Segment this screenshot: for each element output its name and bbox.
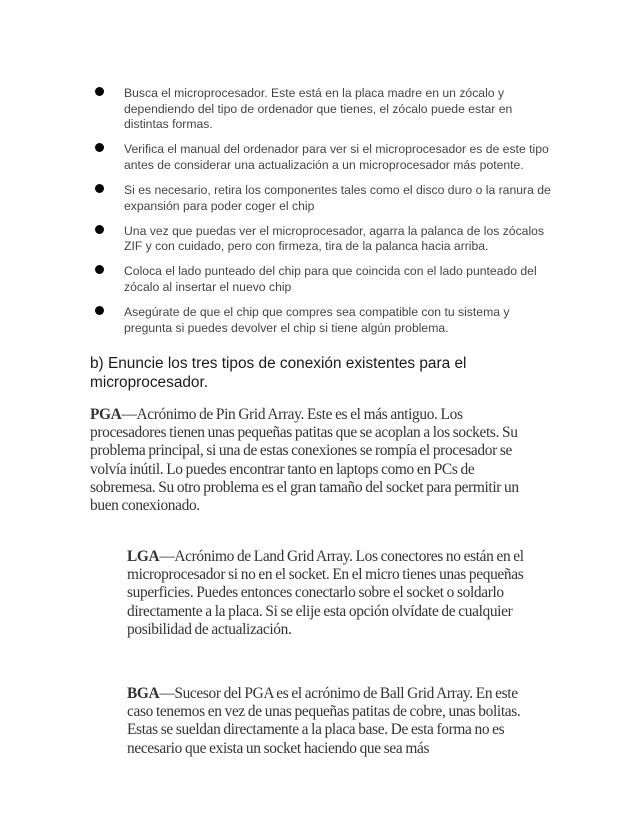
pga-text: —Acrónimo de Pin Grid Array. Este es el más antiguo. Los procesadores tienen unas pequeñas patitas que se acoplan a los sockets. Su problema principal, si una de estas conexiones se rompía el procesador se volvía inútil. Lo puedes encontrar tanto en laptops como en PCs de sobremesa. Su otro problema es el gran tamaño del socket para permitir un buen conexionado.: [90, 406, 519, 515]
bullet-icon: [95, 143, 104, 152]
list-item-text: Si es necesario, retira los componentes tales como el disco duro o la ranura de expansión para poder coger el chip: [124, 182, 551, 213]
list-item-text: Verifica el manual del ordenador para ver si el microprocesador es de este tipo antes de considerar una actualización a un microprocesador más potente.: [124, 142, 549, 172]
lga-text: —Acrónimo de Land Grid Array. Los conectores no están en el microprocesador si no en el socket. En el micro tienes unas pequeñas superficies. Puedes entonces conectarlo sobre el socket o soldarlo directamente a la placa. Si se elije esta opción olvídate de cualquier posibilidad de actualización.: [127, 548, 524, 638]
list-item: [90, 264, 560, 295]
question-heading: b) Enuncie los tres tipos de conexión existentes para el microprocesador.: [90, 355, 467, 391]
list-item: [90, 142, 560, 173]
list-item-text: Una vez que puedas ver el microprocesador, agarra la palanca de los zócalos ZIF y con cuidado, pero con firmeza, tira de la palanca hacia arriba.: [124, 223, 545, 254]
pga-term: PGA: [90, 406, 122, 423]
lga-term: LGA: [127, 548, 160, 565]
bga-paragraph: [127, 685, 537, 758]
list-item: [90, 86, 560, 133]
bga-text: —Sucesor del PGA es el acrónimo de Ball Grid Array. En este caso tenemos en vez de unas pequeñas patitas de cobre, unas bolitas. Estas se sueldan directamente a la placa base. De esta forma no es necesario que exista un socket haciendo que sea más: [127, 685, 521, 757]
bullet-icon: [95, 265, 104, 274]
bullet-icon: [95, 184, 104, 193]
bullet-icon: [95, 225, 104, 234]
instruction-list: [90, 86, 560, 346]
bullet-icon: [95, 306, 104, 315]
list-item-text: Asegúrate de que el chip que compres sea compatible con tu sistema y pregunta si puedes devolver el chip si tiene algún problema.: [124, 305, 510, 335]
list-item-text: Coloca el lado punteado del chip para que coincida con el lado punteado del zócalo al insertar el nuevo chip: [124, 264, 537, 294]
list-item-text: Busca el microprocesador. Este está en la placa madre en un zócalo y dependiendo del tipo de ordenador que tienes, el zócalo puede estar en distintas formas.: [124, 86, 513, 132]
list-item: [90, 224, 560, 255]
bullet-icon: [95, 87, 104, 96]
pga-paragraph: [90, 406, 530, 515]
lga-paragraph: [127, 548, 537, 639]
list-item: [90, 183, 560, 214]
list-item: [90, 305, 560, 336]
bga-term: BGA: [127, 685, 160, 702]
